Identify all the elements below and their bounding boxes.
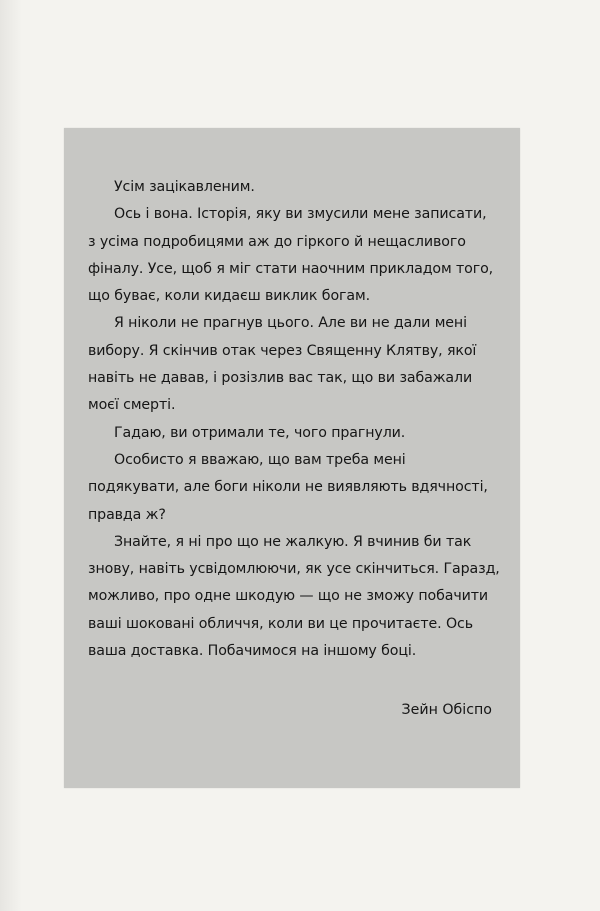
- letter-line: можливо, про одне шкодую — що не зможу побачити: [88, 588, 489, 605]
- letter-line: фіналу. Усе, щоб я міг стати наочним прикладом того,: [88, 260, 494, 277]
- signature: Зейн Обіспо: [401, 702, 492, 718]
- letter-body: [88, 174, 502, 665]
- letter-line: Особисто я вважаю, що вам треба мені: [114, 451, 406, 468]
- letter-line: навіть не давав, і розізлив вас так, що ви забажали: [88, 370, 473, 387]
- letter-card: [64, 128, 520, 788]
- letter-line: вибору. Я скінчив отак через Священну Клятву, якої: [88, 342, 477, 359]
- letter-line: подякувати, але боги ніколи не виявляють вдячності,: [88, 479, 488, 496]
- letter-line: правда ж?: [88, 506, 166, 523]
- letter-line: Ось і вона. Історія, яку ви змусили мене записати,: [114, 206, 487, 223]
- letter-line: що буває, коли кидаєш виклик богам.: [88, 288, 370, 305]
- letter-line: знову, навіть усвідомлюючи, як усе скінчиться. Гаразд,: [88, 561, 500, 578]
- letter-line: моєї смерті.: [88, 397, 176, 414]
- letter-line: Гадаю, ви отримали те, чого прагнули.: [114, 424, 406, 441]
- letter-line: Усім зацікавленим.: [114, 179, 255, 195]
- letter-line: ваша доставка. Побачимося на іншому боці.: [88, 643, 417, 660]
- letter-line: Я ніколи не прагнув цього. Але ви не дали мені: [114, 315, 467, 332]
- letter-line: Знайте, я ні про що не жалкую. Я вчинив би так: [114, 533, 472, 550]
- page-edge-shadow: [0, 0, 22, 911]
- letter-line: з усіма подробицями аж до гіркого й нещасливого: [88, 233, 466, 250]
- letter-line: ваші шоковані обличчя, коли ви це прочитаєте. Ось: [88, 615, 474, 632]
